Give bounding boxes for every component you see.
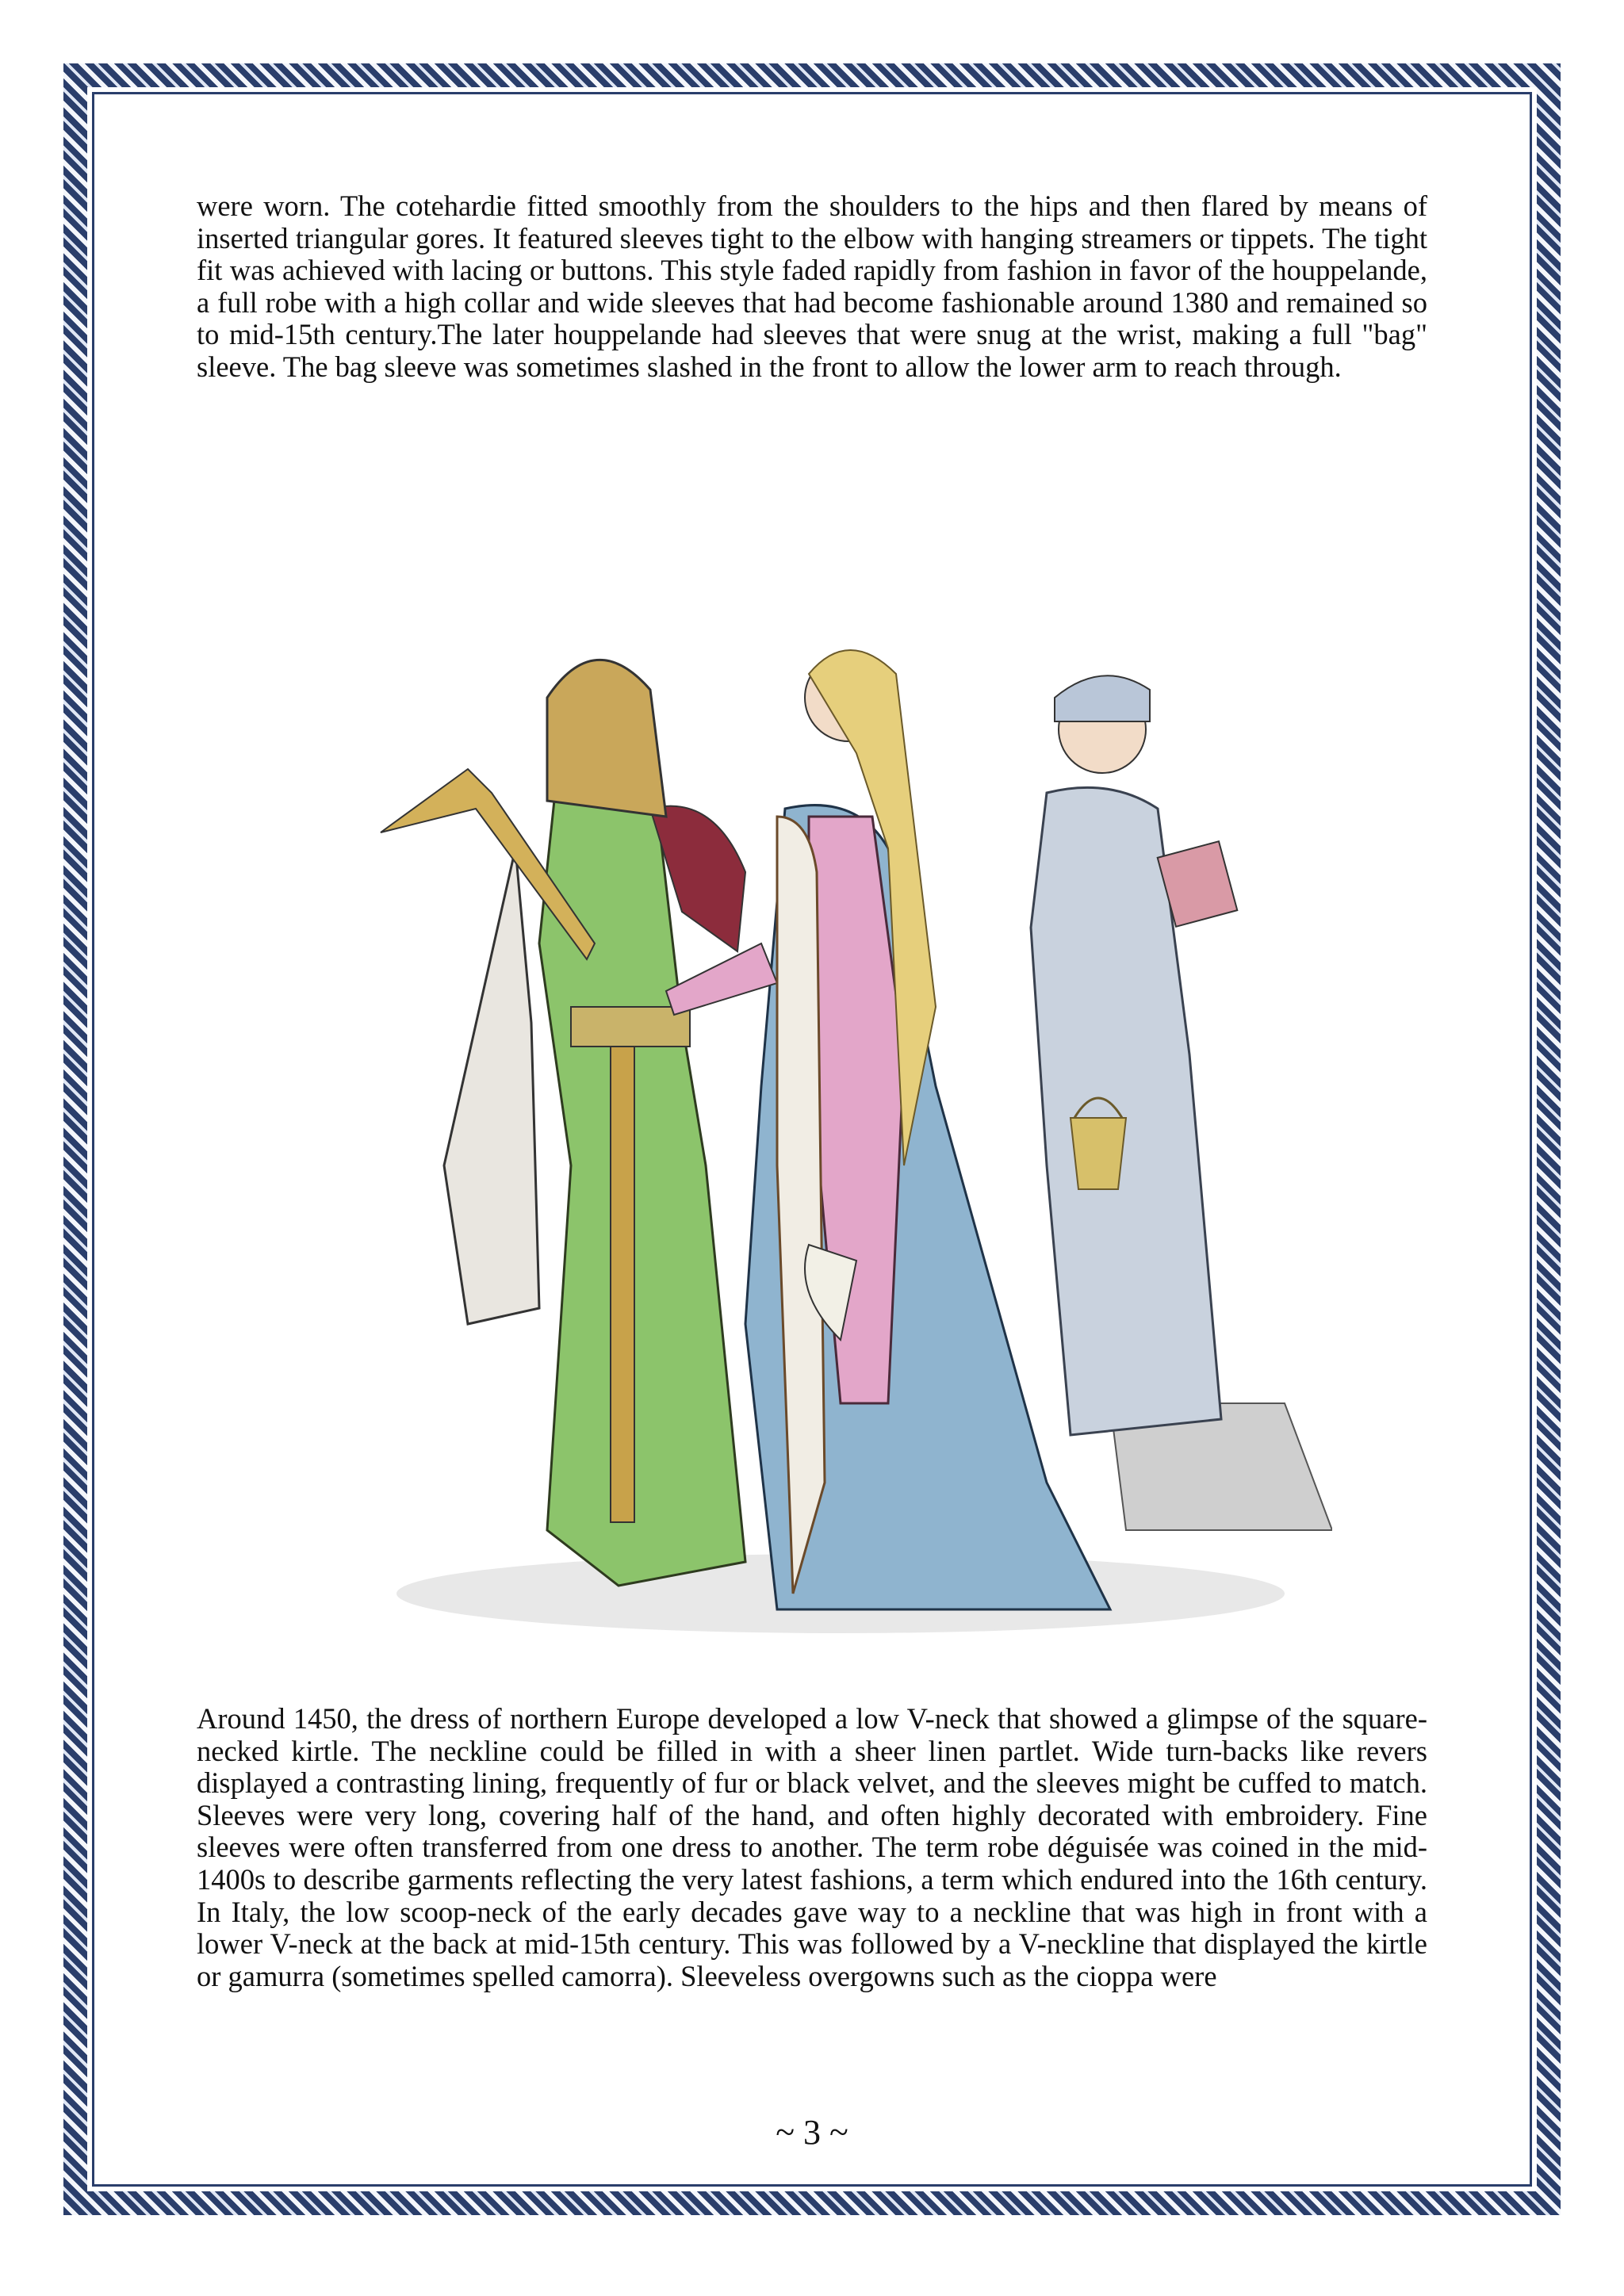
illustration-three-medieval-women (333, 610, 1332, 1657)
body-paragraph-bottom: Around 1450, the dress of northern Europe developed a low V-neck that showed a glimpse of the square-necked kirtle. The neckline could be filled in with a sheer linen partlet. Wide turn-backs like revers displayed a contrasting lining, frequently of fur or black velvet, and the sleeves might be cuffed to match. Sleeves were very long, covering half of the hand, and often highly decorated with embroidery. Fine sleeves were often transferred from one dress to another. The term robe déguisée was coined in the mid-1400s to describe garments reflecting the very latest fashions, a term which endured into the 16th century. In Italy, the low scoop-neck of the early decades gave way to a neckline that was high in front with a lower V-neck at the back at mid-15th century. This was followed by a V-neckline that displayed the kirtle or gamurra (sometimes spelled camorra). Sleeveless overgowns such as the cioppa were (197, 1702, 1427, 1992)
figure-right-grey-gown (1031, 675, 1237, 1435)
body-paragraph-top: were worn. The cotehardie fitted smoothly from the shoulders to the hips and then flared by means of inserted triangular gores. It featured sleeves tight to the elbow with hanging streamers or tippets. The tight fit was achieved with lacing or buttons. This style faded rapidly from fashion in favor of the houppelande, a full robe with a high collar and wide sleeves that had become fashionable around 1380 and remained so to mid-15th century.The later houppelande had sleeves that were snug at the wrist, making a full "bag" sleeve. The bag sleeve was sometimes slashed in the front to allow the lower arm to reach through. (197, 189, 1427, 383)
figure-left-green-gown (381, 660, 745, 1586)
page-number: ~ 3 ~ (776, 2113, 848, 2152)
